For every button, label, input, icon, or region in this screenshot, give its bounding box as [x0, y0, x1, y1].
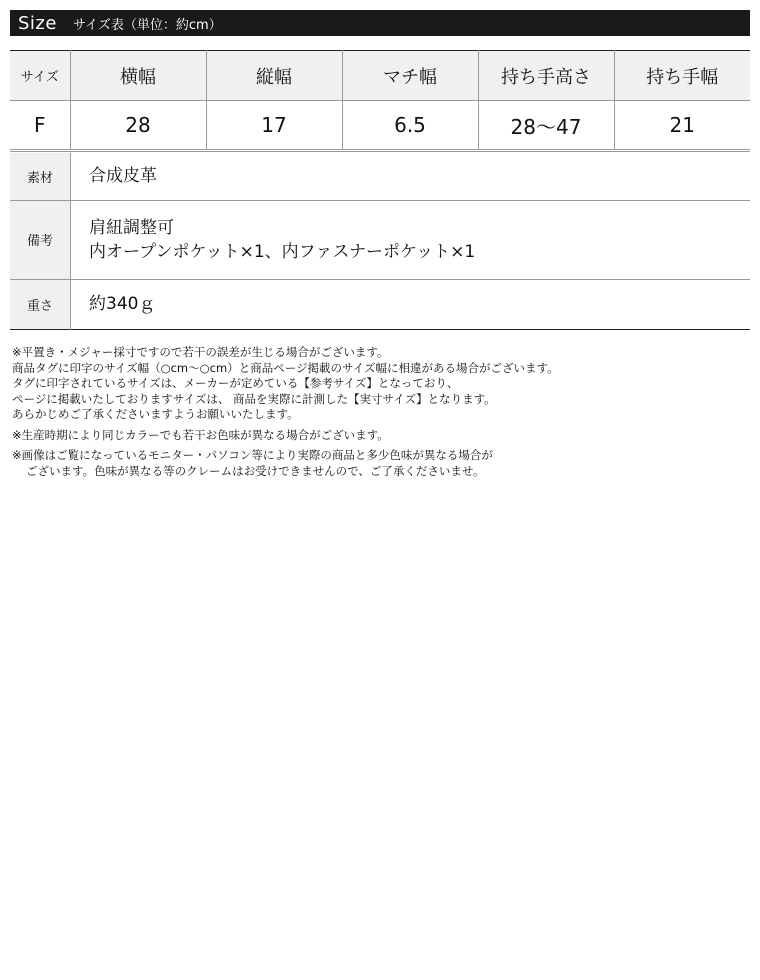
title: Size [18, 12, 57, 34]
info-value-remarks [71, 200, 751, 279]
info-line: 合成皮革 [89, 166, 157, 187]
column-header-height: 縦幅 [206, 51, 342, 101]
note-line: ※平置き・メジャー採寸ですので若干の誤差が生じる場合がございます。 [12, 345, 389, 359]
info-value-weight [71, 279, 751, 329]
subtitle: サイズ表（単位：約cm） [72, 17, 222, 33]
size-table [10, 50, 750, 152]
note-line: タグに印字されているサイズは、メーカーが定めている【参考サイズ】となっており、 [12, 376, 459, 390]
note-line: ※画像はご覧になっているモニター・パソコン等により実際の商品と多少色味が異なる場合が [12, 448, 493, 462]
note-line: ページに掲載いたしておりますサイズは、 商品を実際に計測した【実寸サイズ】となります。 [12, 391, 496, 406]
info-table [10, 153, 750, 330]
info-row-remarks [10, 200, 750, 279]
note-line: あらかじめご了承くださいますようお願いいたします。 [12, 407, 299, 421]
size-table-header-row [10, 51, 750, 101]
column-header-handle-height: 持ち手高さ [478, 51, 614, 101]
size-label-header: サイズ [10, 51, 70, 101]
value-cell-width: 28 [70, 101, 206, 151]
title-bar [10, 10, 750, 36]
note-line: ございます。色味が異なる等のクレームはお受けできませんので、ご了承くださいませ。 [26, 463, 485, 478]
notes [12, 345, 742, 479]
info-key-material: 素材 [10, 153, 71, 200]
value-cell-handle-height: 28〜47 [478, 101, 614, 151]
note-block [12, 448, 742, 479]
value-cell-depth: 6.5 [342, 101, 478, 151]
info-row-material [10, 153, 750, 200]
size-cell: F [10, 101, 70, 151]
column-header-handle-width: 持ち手幅 [646, 66, 719, 88]
info-key-weight: 重さ [10, 279, 71, 329]
info-line: 内オープンポケット×1、内ファスナーポケット×1 [89, 241, 476, 262]
note-block [12, 345, 742, 361]
note-line: ※生産時期により同じカラーでも若干お色味が異なる場合がございます。 [12, 427, 389, 442]
info-row-weight [10, 279, 750, 329]
note-block [12, 428, 742, 444]
note-block [12, 361, 742, 423]
info-line: 肩紐調整可 [89, 217, 174, 238]
value-cell-height: 17 [206, 101, 342, 151]
info-key-remarks: 備考 [10, 200, 71, 279]
info-line: 約340ｇ [89, 294, 156, 314]
column-header-depth: マチ幅 [342, 51, 478, 101]
table-row [10, 101, 750, 151]
column-header-width: 横幅 [70, 51, 206, 101]
info-value-material [71, 153, 751, 200]
note-line: 商品タグに印字のサイズ幅（○cm〜○cm）と商品ページ掲載のサイズ幅に相違がある場合がございます。 [12, 360, 559, 375]
value-cell-handle-width: 21 [669, 113, 695, 137]
